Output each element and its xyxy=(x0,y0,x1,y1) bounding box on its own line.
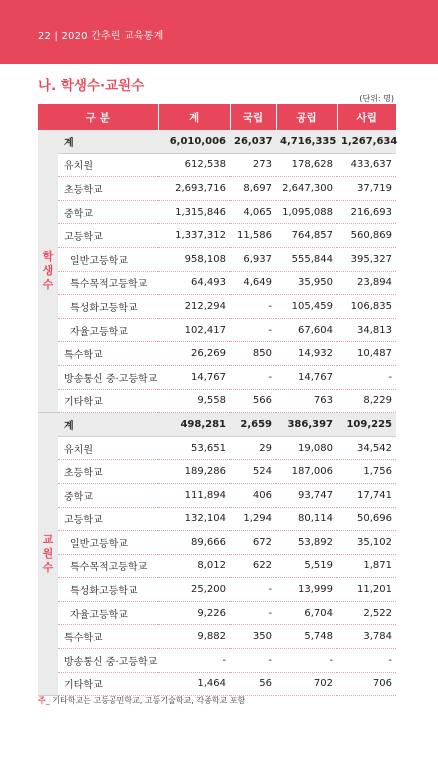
cell-value: 2,647,300 xyxy=(276,177,337,201)
row-label: 특수학교 xyxy=(58,625,158,649)
cell-value: 5,519 xyxy=(276,554,337,578)
cell-value: 1,464 xyxy=(158,672,230,696)
cell-value: 9,882 xyxy=(158,625,230,649)
cell-value: 6,010,006 xyxy=(158,130,230,153)
row-group-label-char: 수 xyxy=(42,561,54,575)
table-row xyxy=(38,672,396,696)
cell-value: 13,999 xyxy=(276,578,337,602)
cell-value: 29 xyxy=(230,436,276,460)
cell-value: 395,327 xyxy=(337,247,396,271)
cell-value: 14,767 xyxy=(276,365,337,389)
column-header-national: 국립 xyxy=(230,104,276,130)
table-row xyxy=(38,649,396,673)
cell-value: 1,095,088 xyxy=(276,200,337,224)
table-row xyxy=(38,342,396,366)
row-label: 중학교 xyxy=(58,200,158,224)
cell-value: 106,835 xyxy=(337,295,396,319)
cell-value: 89,666 xyxy=(158,531,230,555)
table-row xyxy=(38,153,396,177)
cell-value: 1,267,634 xyxy=(337,130,396,153)
cell-value: 56 xyxy=(230,672,276,696)
cell-value: 5,748 xyxy=(276,625,337,649)
footnote-mark: 주_ xyxy=(38,696,50,705)
cell-value: 3,784 xyxy=(337,625,396,649)
cell-value: 17,741 xyxy=(337,483,396,507)
row-label: 고등학교 xyxy=(58,224,158,248)
cell-value: - xyxy=(276,649,337,673)
cell-value: 19,080 xyxy=(276,436,337,460)
cell-value: 178,628 xyxy=(276,153,337,177)
cell-value: 187,006 xyxy=(276,460,337,484)
row-label: 방송통신 중·고등학교 xyxy=(58,365,158,389)
row-label: 자율고등학교 xyxy=(58,601,158,625)
cell-value: 26,269 xyxy=(158,342,230,366)
table-row xyxy=(38,483,396,507)
cell-value: 1,315,846 xyxy=(158,200,230,224)
row-label: 중학교 xyxy=(58,483,158,507)
cell-value: 34,813 xyxy=(337,318,396,342)
cell-value: 14,767 xyxy=(158,365,230,389)
cell-value: 8,012 xyxy=(158,554,230,578)
cell-value: 2,693,716 xyxy=(158,177,230,201)
cell-value: - xyxy=(230,601,276,625)
cell-value: 109,225 xyxy=(337,413,396,437)
row-label: 기타학교 xyxy=(58,389,158,413)
row-label: 특수학교 xyxy=(58,342,158,366)
cell-value: 612,538 xyxy=(158,153,230,177)
cell-value: - xyxy=(230,318,276,342)
row-label: 유치원 xyxy=(58,436,158,460)
row-group-label-char: 원 xyxy=(42,547,54,561)
cell-value: 8,229 xyxy=(337,389,396,413)
cell-value: 764,857 xyxy=(276,224,337,248)
cell-value: 433,637 xyxy=(337,153,396,177)
cell-value: 9,558 xyxy=(158,389,230,413)
cell-value: 560,869 xyxy=(337,224,396,248)
table-body xyxy=(38,130,396,696)
table-row xyxy=(38,177,396,201)
table-row xyxy=(38,460,396,484)
cell-value: 23,894 xyxy=(337,271,396,295)
cell-value: 132,104 xyxy=(158,507,230,531)
row-group-label xyxy=(38,130,58,413)
header-separator: | xyxy=(54,31,59,42)
cell-value: 216,693 xyxy=(337,200,396,224)
cell-value: 273 xyxy=(230,153,276,177)
row-label: 계 xyxy=(58,413,158,437)
book-title: 2020 간추린 교육통계 xyxy=(61,31,164,42)
cell-value: 102,417 xyxy=(158,318,230,342)
cell-value: 11,586 xyxy=(230,224,276,248)
row-label: 유치원 xyxy=(58,153,158,177)
cell-value: 34,542 xyxy=(337,436,396,460)
table-row xyxy=(38,295,396,319)
column-header-category: 구 분 xyxy=(38,104,158,130)
table-row xyxy=(38,436,396,460)
table-row xyxy=(38,365,396,389)
running-header xyxy=(38,27,164,42)
cell-value: 26,037 xyxy=(230,130,276,153)
cell-value: - xyxy=(230,649,276,673)
cell-value: 2,659 xyxy=(230,413,276,437)
cell-value: 4,065 xyxy=(230,200,276,224)
table-row xyxy=(38,554,396,578)
row-label: 특성화고등학교 xyxy=(58,578,158,602)
table-row xyxy=(38,625,396,649)
cell-value: - xyxy=(337,365,396,389)
cell-value: - xyxy=(158,649,230,673)
statistics-table xyxy=(38,104,396,696)
cell-value: 2,522 xyxy=(337,601,396,625)
cell-value: 350 xyxy=(230,625,276,649)
cell-value: 386,397 xyxy=(276,413,337,437)
cell-value: 64,493 xyxy=(158,271,230,295)
cell-value: - xyxy=(230,365,276,389)
cell-value: 111,894 xyxy=(158,483,230,507)
cell-value: 11,201 xyxy=(337,578,396,602)
cell-value: 702 xyxy=(276,672,337,696)
table-row xyxy=(38,200,396,224)
table-row xyxy=(38,507,396,531)
row-label: 초등학교 xyxy=(58,460,158,484)
cell-value: 566 xyxy=(230,389,276,413)
row-label: 일반고등학교 xyxy=(58,247,158,271)
row-label: 특수목적고등학교 xyxy=(58,271,158,295)
table-row xyxy=(38,601,396,625)
cell-value: 50,696 xyxy=(337,507,396,531)
cell-value: 524 xyxy=(230,460,276,484)
table-row xyxy=(38,578,396,602)
cell-value: 9,226 xyxy=(158,601,230,625)
row-label: 일반고등학교 xyxy=(58,531,158,555)
cell-value: 93,747 xyxy=(276,483,337,507)
cell-value: 105,459 xyxy=(276,295,337,319)
cell-value: 706 xyxy=(337,672,396,696)
section-title: 나. 학생수·교원수 xyxy=(38,78,145,94)
cell-value: 4,649 xyxy=(230,271,276,295)
column-header-public: 공립 xyxy=(276,104,337,130)
cell-value: 622 xyxy=(230,554,276,578)
row-label: 특성화고등학교 xyxy=(58,295,158,319)
cell-value: 189,286 xyxy=(158,460,230,484)
cell-value: - xyxy=(230,578,276,602)
table-total-row xyxy=(38,130,396,153)
column-header-private: 사립 xyxy=(337,104,396,130)
row-group-label-char: 생 xyxy=(42,264,54,278)
table-row xyxy=(38,531,396,555)
cell-value: 53,892 xyxy=(276,531,337,555)
cell-value: 763 xyxy=(276,389,337,413)
cell-value: 498,281 xyxy=(158,413,230,437)
cell-value: 14,932 xyxy=(276,342,337,366)
unit-label: (단위: 명) xyxy=(359,94,394,103)
cell-value: 1,294 xyxy=(230,507,276,531)
row-label: 기타학교 xyxy=(58,672,158,696)
cell-value: 1,337,312 xyxy=(158,224,230,248)
cell-value: - xyxy=(230,295,276,319)
cell-value: 35,950 xyxy=(276,271,337,295)
cell-value: 850 xyxy=(230,342,276,366)
row-label: 특수목적고등학교 xyxy=(58,554,158,578)
cell-value: 8,697 xyxy=(230,177,276,201)
cell-value: 1,756 xyxy=(337,460,396,484)
table-row xyxy=(38,318,396,342)
cell-value: 6,704 xyxy=(276,601,337,625)
cell-value: 672 xyxy=(230,531,276,555)
column-header-total: 계 xyxy=(158,104,230,130)
cell-value: 4,716,335 xyxy=(276,130,337,153)
row-group-label-char: 학 xyxy=(42,250,54,264)
footnote-text: 기타학교는 고등공민학교, 고등기술학교, 각종학교 포함 xyxy=(52,696,246,705)
cell-value: 53,651 xyxy=(158,436,230,460)
table-header-row xyxy=(38,104,396,130)
cell-value: 555,844 xyxy=(276,247,337,271)
table-row xyxy=(38,224,396,248)
row-label: 계 xyxy=(58,130,158,153)
footnote xyxy=(38,695,245,706)
row-label: 방송통신 중·고등학교 xyxy=(58,649,158,673)
cell-value: 67,604 xyxy=(276,318,337,342)
table-row xyxy=(38,247,396,271)
cell-value: 1,871 xyxy=(337,554,396,578)
row-label: 자율고등학교 xyxy=(58,318,158,342)
row-label: 초등학교 xyxy=(58,177,158,201)
row-group-label-char: 교 xyxy=(42,533,54,547)
cell-value: 35,102 xyxy=(337,531,396,555)
page-header-bar xyxy=(0,0,438,64)
page-number: 22 xyxy=(38,31,52,42)
cell-value: 958,108 xyxy=(158,247,230,271)
row-group-label-char: 수 xyxy=(42,278,54,292)
cell-value: 406 xyxy=(230,483,276,507)
table-row xyxy=(38,389,396,413)
cell-value: 10,487 xyxy=(337,342,396,366)
cell-value: 80,114 xyxy=(276,507,337,531)
table-row xyxy=(38,271,396,295)
cell-value: - xyxy=(337,649,396,673)
row-label: 고등학교 xyxy=(58,507,158,531)
cell-value: 37,719 xyxy=(337,177,396,201)
row-group-label xyxy=(38,413,58,696)
cell-value: 212,294 xyxy=(158,295,230,319)
cell-value: 6,937 xyxy=(230,247,276,271)
cell-value: 25,200 xyxy=(158,578,230,602)
table-total-row xyxy=(38,413,396,437)
